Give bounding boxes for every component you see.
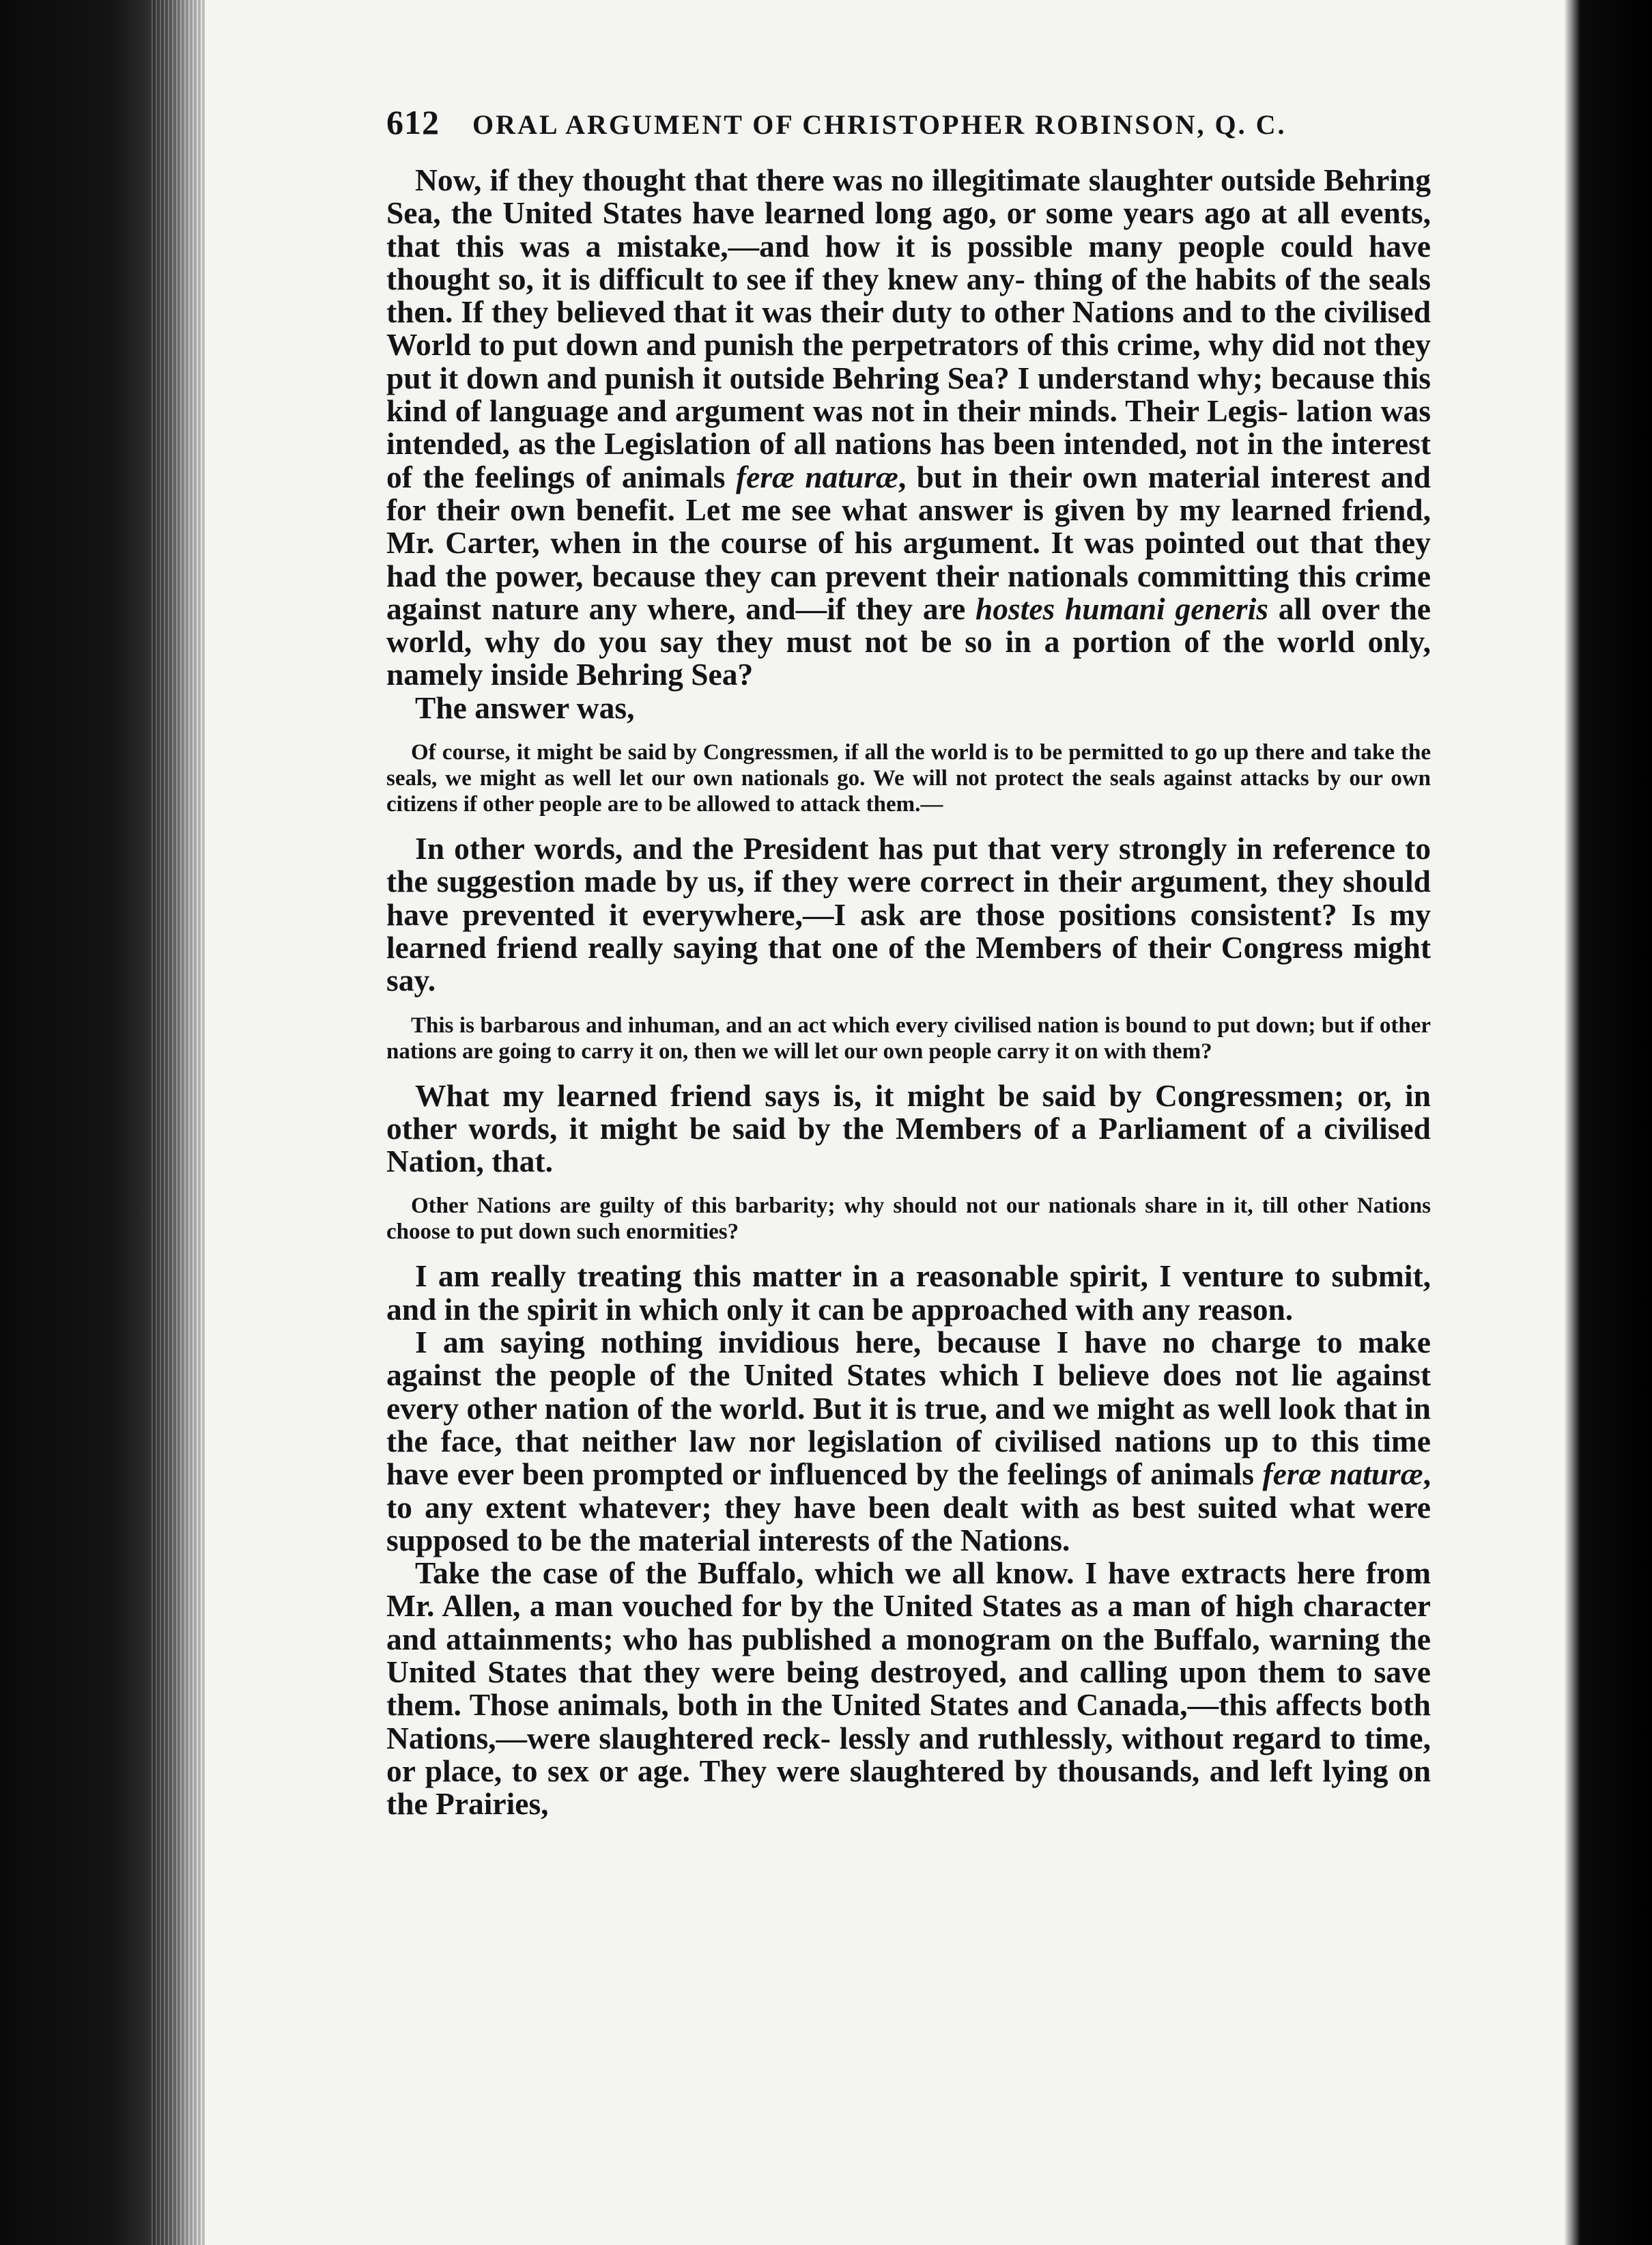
paragraph-3: In other words, and the President has put that very strongly in reference to the suggestion made by us, if they were correct in their argument, they should have prevented it everywhere,—I ask are those positions consistent? Is my learned friend really saying that one of the Members of their Congress might say. xyxy=(386,831,1431,998)
quotation-2: This is barbarous and inhuman, and an act which every civilised nation is bound to put down; but if other nations are going to carry it on, then we will let our own people carry it on with them? xyxy=(386,1013,1431,1064)
paragraph-4: What my learned friend says is, it might be said by Congressmen; or, in other words, it might be said by the Members of a Parliament of a civilised Nation, that. xyxy=(386,1077,1431,1179)
paragraph-5: I am really treating this matter in a reasonable spirit, I venture to submit, and in the spirit in which only it can be approached with any reason. xyxy=(386,1258,1431,1327)
paragraph-6 xyxy=(386,1326,1431,1557)
paragraph-1-text-a: Now, if they thought that there was no illegitimate slaughter outside Behring Sea, the United States have learned long ago, or some years ago at all events, that this was a mistake,—and how it is possible many people could have thought so, it is difficult to see if they knew any- thing of the habits of the seals then. If they believed that it was their duty to other Nations and to the civilised World to put down and punish the perpetrators of this crime, why did not they put it down and punish it outside Behring Sea? I understand why; because this kind of language and argument was not in their minds. Their Legis- lation was intended, as the Legislation of all nations has been intended, not in the interest of the feelings of animals xyxy=(386,163,1431,494)
paragraph-7: Take the case of the Buffalo, which we all know. I have extracts here from Mr. Allen, a man vouched for by the United States as a man of high character and attainments; who has published a monogram on the Buffalo, warning the United States that they were being destroyed, and calling upon them to save them. Those animals, both in the United States and Canada,—this affects both Nations,—were slaughtered reck- lessly and ruthlessly, without regard to time, or place, to sex or age. They were slaughtered by thousands, and left lying on the Prairies, xyxy=(386,1555,1431,1822)
book-page xyxy=(386,102,1431,1820)
paragraph-1 xyxy=(386,164,1431,692)
page-number: 612 xyxy=(386,103,440,141)
right-page-edge xyxy=(1565,0,1652,2245)
quotation-3: Other Nations are guilty of this barbarity; why should not our nationals share in it, till other Nations choose to put down such enormities? xyxy=(386,1194,1431,1245)
paragraph-6-text-a: I am saying nothing invidious here, because I have no charge to make against the people of the United States which I believe does not lie against every other nation of the world. But it is true, and we might as well look that in the face, that neither law nor legislation of civilised nations up to this time have ever been prompted or influenced by the feelings of animals xyxy=(386,1325,1431,1492)
quotation-1: Of course, it might be said by Congressmen, if all the world is to be permitted to go up there and take the seals, we might as well let our own nationals go. We will not protect the seals against attacks by our own citizens if other people are to be allowed to attack them.— xyxy=(386,740,1431,817)
paragraph-6-text-c: , to any extent whatever; they have been dealt with as best suited what were supposed to be the material interests of the Nations. xyxy=(386,1456,1431,1557)
latin-phrase-ferae-naturae: feræ naturæ xyxy=(735,459,898,494)
paragraph-2: The answer was, xyxy=(415,690,635,725)
running-head: ORAL ARGUMENT OF CHRISTOPHER ROBINSON, Q. C. xyxy=(472,109,1287,140)
page-edges xyxy=(152,0,206,2245)
latin-phrase-hostes-humani-generis: hostes humani generis xyxy=(975,591,1268,626)
page-header xyxy=(386,102,1431,164)
paragraph-1-text-e: all over the world, why do you say they must not be so in a portion of the world only, namely inside Behring Sea? xyxy=(386,591,1431,692)
latin-phrase-ferae-naturae-2: feræ naturæ xyxy=(1262,1456,1423,1492)
paragraph-1-text-c: , but in their own material interest and for their own benefit. Let me see what answer is given by my learned friend, Mr. Carter, when in the course of his argument. It was pointed out that they had the power, because they can prevent their nationals committing this crime against nature any where, and—if they are xyxy=(386,459,1431,626)
